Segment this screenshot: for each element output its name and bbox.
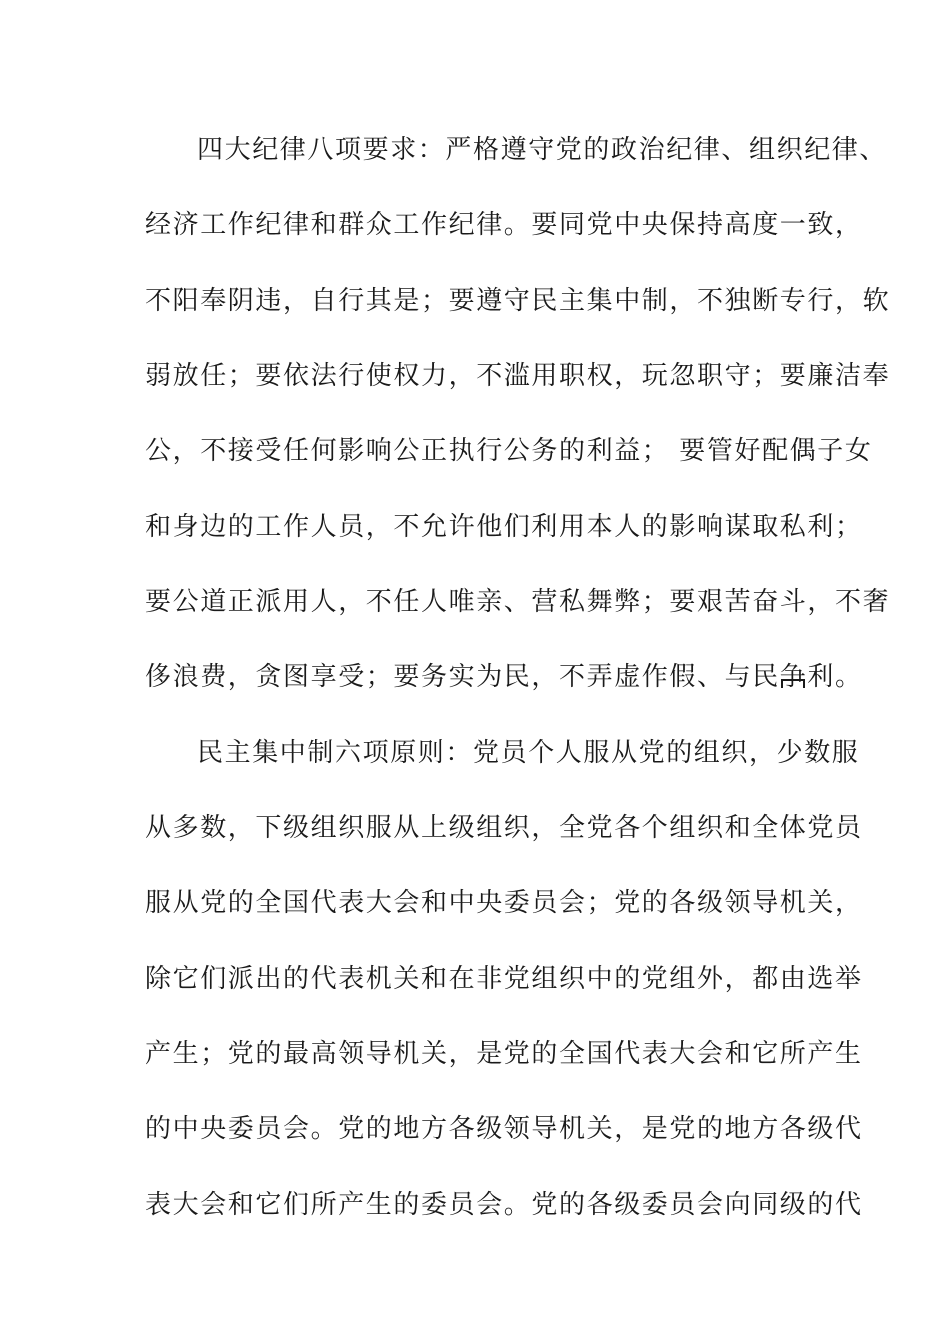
section-mark xyxy=(781,679,805,688)
paragraph-2-line-5: 产生；党的最高领导机关，是党的全国代表大会和它所产生 xyxy=(145,1039,863,1069)
paragraph-1-line-5: 公，不接受任何影响公正执行公务的利益； 要管好配偶子女 xyxy=(145,436,873,466)
paragraph-2-line-3: 服从党的全国代表大会和中央委员会；党的各级领导机关， xyxy=(145,888,863,918)
paragraph-1-line-4: 弱放任；要依法行使权力，不滥用职权，玩忽职守；要廉洁奉 xyxy=(145,361,891,391)
paragraph-1-line-7: 要公道正派用人，不任人唯亲、营私舞弊；要艰苦奋斗，不奢 xyxy=(145,587,891,617)
paragraph-2-line-1: 民主集中制六项原则：党员个人服从党的组织，少数服 xyxy=(197,738,860,768)
paragraph-1-line-3: 不阳奉阴违，自行其是；要遵守民主集中制，不独断专行，软 xyxy=(145,286,891,316)
paragraph-2-line-6: 的中央委员会。党的地方各级领导机关，是党的地方各级代 xyxy=(145,1114,863,1144)
paragraph-1-line-1: 四大纪律八项要求：严格遵守党的政治纪律、组织纪律、 xyxy=(197,135,888,165)
paragraph-2-line-4: 除它们派出的代表机关和在非党组织中的党组外，都由选举 xyxy=(145,964,863,994)
paragraph-1-line-6: 和身边的工作人员，不允许他们利用本人的影响谋取私利； xyxy=(145,512,863,542)
paragraph-1-line-2: 经济工作纪律和群众工作纪律。要同党中央保持高度一致， xyxy=(145,210,863,240)
paragraph-1-line-8: 侈浪费，贪图享受；要务实为民，不弄虚作假、与民争利。 xyxy=(145,662,863,692)
paragraph-2-line-7: 表大会和它们所产生的委员会。党的各级委员会向同级的代 xyxy=(145,1190,863,1220)
paragraph-2-line-2: 从多数，下级组织服从上级组织，全党各个组织和全体党员 xyxy=(145,813,863,843)
